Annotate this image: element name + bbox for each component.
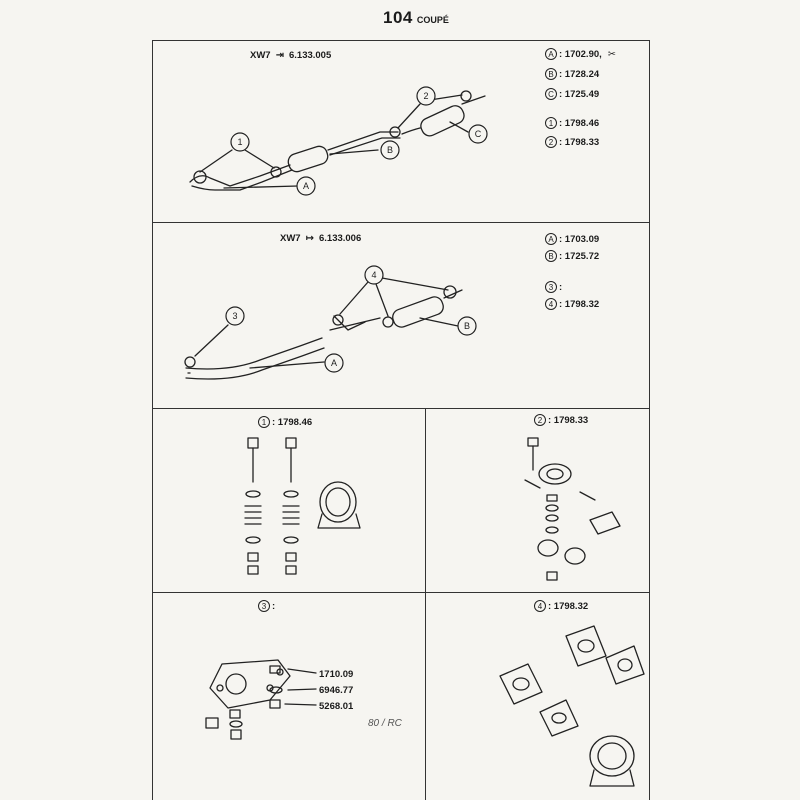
- detail3-hardware: [206, 660, 316, 739]
- legend-key: 2: [545, 136, 557, 148]
- section2-model: XW7: [280, 233, 301, 244]
- detail-key: 1: [258, 416, 270, 428]
- callout-1: 1: [237, 137, 243, 147]
- detail-key: 4: [534, 600, 546, 612]
- part-number: 5268.01: [319, 701, 354, 712]
- detail-value: : 1798.32: [548, 600, 589, 612]
- detail-value: :: [272, 600, 276, 612]
- legend-value: : 1702.90,: [559, 48, 602, 60]
- legend-key: B: [545, 68, 557, 80]
- callout-a: A: [302, 181, 310, 191]
- exhaust-system-2: [185, 278, 462, 379]
- detail4-hardware: [500, 626, 644, 786]
- detail-key: 3: [258, 600, 270, 612]
- callout-4: 4: [371, 270, 377, 280]
- callout-2: 2: [423, 91, 429, 101]
- legend-value: : 1725.49: [559, 88, 600, 100]
- legend-value: : 1725.72: [559, 250, 600, 262]
- legend-value: : 1798.33: [559, 136, 600, 148]
- part-number: 6946.77: [319, 685, 354, 696]
- callout-a2: A: [330, 358, 338, 368]
- detail-key: 2: [534, 414, 546, 426]
- model-number: 104: [383, 8, 413, 27]
- legend-value: : 1703.09: [559, 233, 600, 245]
- section1-model: XW7: [250, 50, 271, 61]
- section1-serial: 6.133.005: [288, 50, 332, 61]
- legend-key: 4: [545, 298, 557, 310]
- legend-key: A: [545, 48, 557, 60]
- legend-value: : 1798.46: [559, 117, 600, 129]
- legend-value: :: [559, 281, 563, 293]
- section2-serial: 6.133.006: [318, 233, 362, 244]
- detail1-hardware: [245, 438, 360, 574]
- legend-key: C: [545, 88, 557, 100]
- legend-value: : 1798.32: [559, 298, 600, 310]
- section2-arrow-icon: ↦: [305, 233, 314, 244]
- legend-key: B: [545, 250, 557, 262]
- legend-key: 1: [545, 117, 557, 129]
- callout-3: 3: [232, 311, 238, 321]
- detail-value: : 1798.46: [272, 416, 313, 428]
- callout-b2: B: [463, 321, 471, 331]
- part-number: 1710.09: [319, 669, 354, 680]
- callout-b: B: [386, 145, 394, 155]
- legend-key: 3: [545, 281, 557, 293]
- detail2-hardware: [525, 438, 620, 580]
- scissors-icon: ✂: [607, 48, 616, 60]
- legend-value: : 1728.24: [559, 68, 600, 80]
- detail-value: : 1798.33: [548, 414, 589, 426]
- handwritten-stamp: 80 / RC: [368, 718, 402, 729]
- model-variant: COUPÉ: [416, 15, 449, 25]
- legend-key: A: [545, 233, 557, 245]
- section1-arrow-icon: ⇥: [275, 50, 284, 61]
- callout-c: C: [474, 129, 482, 139]
